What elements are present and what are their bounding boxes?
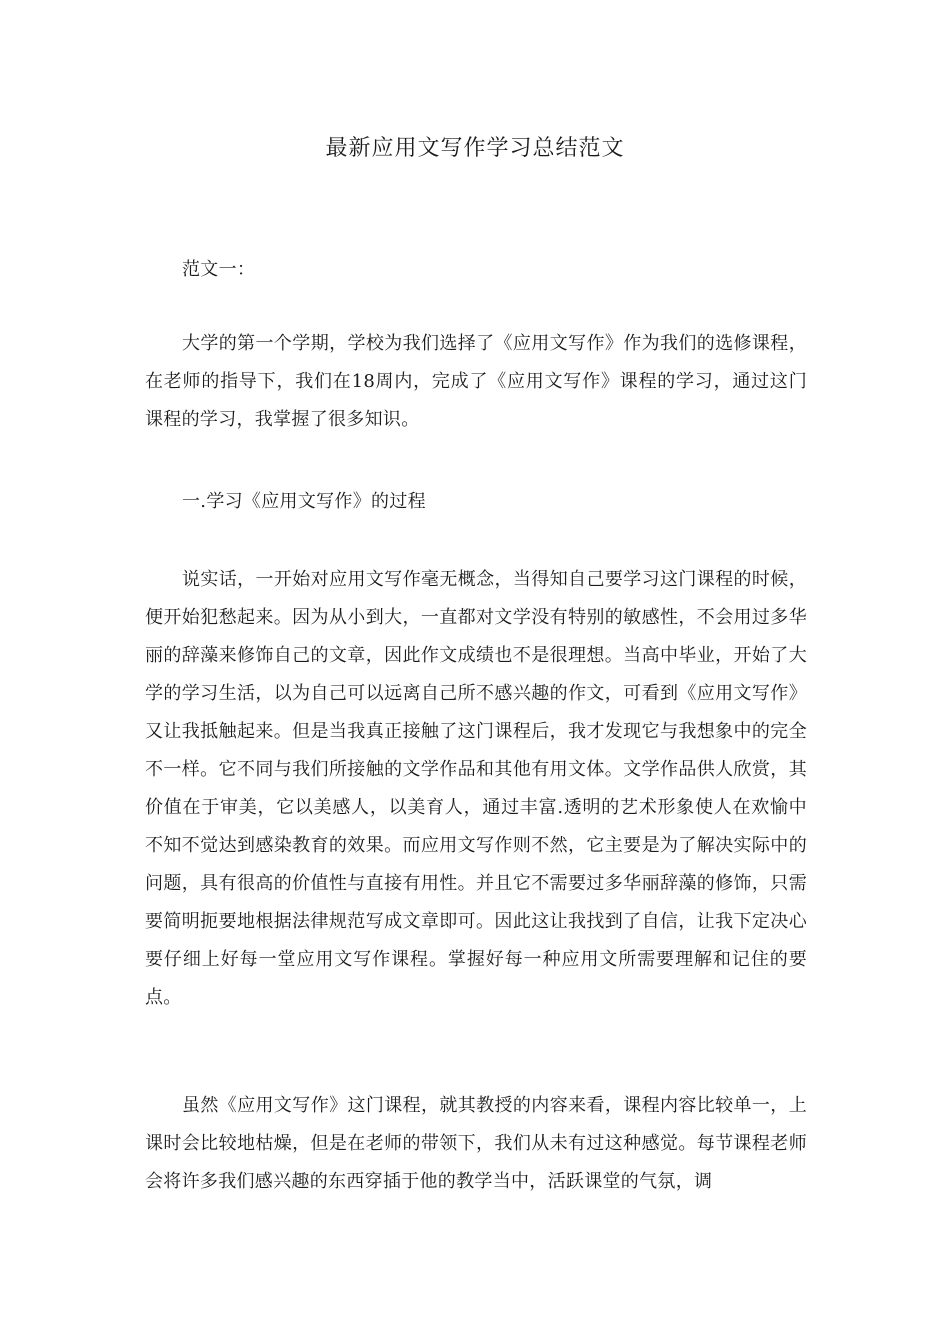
section-label: 范文一： [182,259,256,280]
paragraph-process: 说实话，一开始对应用文写作毫无概念，当得知自己要学习这门课程的时候，便开始犯愁起来。因为从小到大，一直都对文学没有特别的敏感性，不会用过多华丽的辞藻来修饰自己的文章，因此作文成绩也不是很理想。当高中毕业，开始了大学的学习生活，以为自己可以远离自己所不感兴趣的作文，可看到《应用文写作》又让我抵触起来。但是当我真正接触了这门课程后，我才发现它与我想象中的完全不一样。它不同与我们所接触的文学作品和其他有用文体。文学作品供人欣赏，其价值在于审美，它以美感人，以美育人，通过丰富.透明的艺术形象使人在欢愉中不知不觉达到感染教育的效果。而应用文写作则不然，它主要是为了解决实际中的问题，具有很高的价值性与直接有用性。并且它不需要过多华丽辞藻的修饰，只需要简明扼要地根据法律规范写成文章即可。因此这让我找到了自信，让我下定决心要仔细上好每一堂应用文写作课程。掌握好每一种应用文所需要理解和记住的要点。 [145,569,807,1008]
document-title: 最新应用文写作学习总结范文 [325,136,625,161]
paragraph-course: 虽然《应用文写作》这门课程，就其教授的内容来看，课程内容比较单一，上课时会比较地枯燥，但是在老师的带领下，我们从未有过这种感觉。每节课程老师会将许多我们感兴趣的东西穿插于他的教学当中，活跃课堂的气氛，调 [145,1095,807,1192]
section-heading: 一.学习《应用文写作》的过程 [182,491,426,512]
paragraph-intro: 大学的第一个学期，学校为我们选择了《应用文写作》作为我们的选修课程，在老师的指导下，我们在18周内，完成了《应用文写作》课程的学习，通过这门课程的学习，我掌握了很多知识。 [145,333,807,430]
